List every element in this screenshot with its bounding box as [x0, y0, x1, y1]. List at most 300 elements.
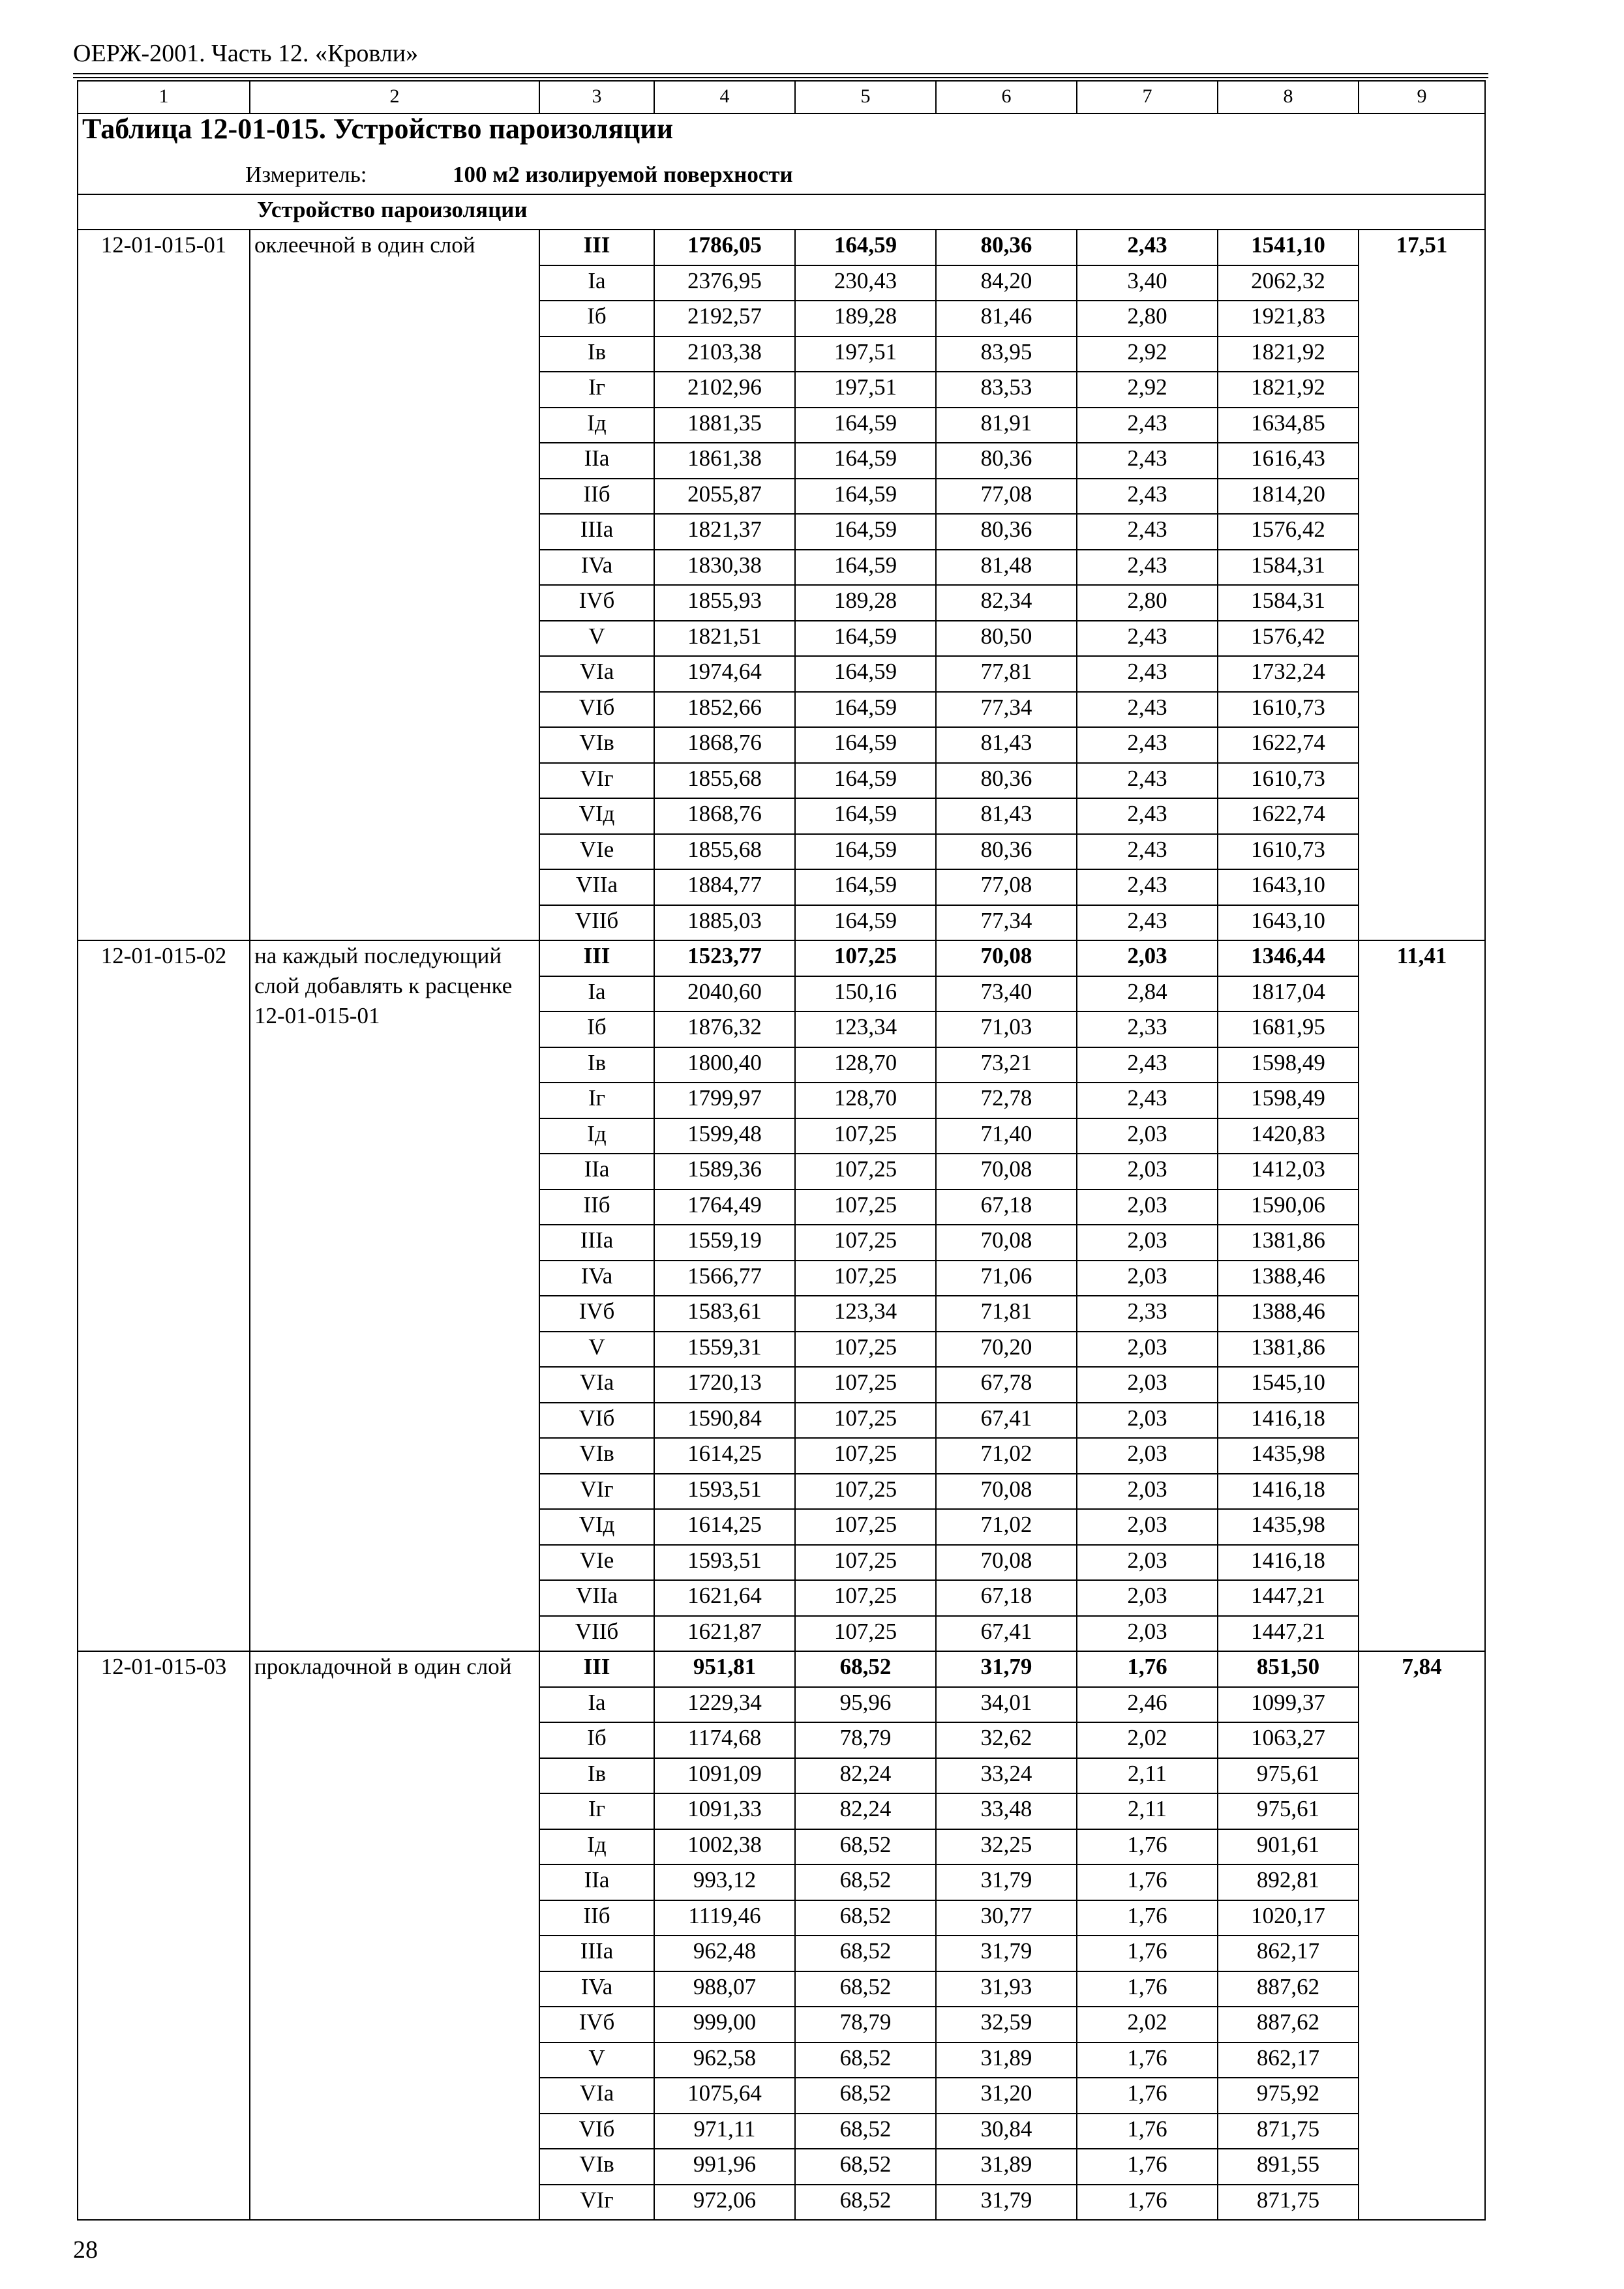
rate-description: оклеечной в один слой	[250, 230, 539, 940]
value-cell: 107,25	[795, 1438, 936, 1474]
value-cell: 1559,19	[654, 1225, 795, 1261]
value-cell: 1,76	[1077, 2185, 1218, 2221]
value-cell: 83,95	[936, 337, 1077, 372]
zone-cell: VIб	[539, 1403, 654, 1439]
value-cell: 68,52	[795, 2078, 936, 2114]
value-cell: 1681,95	[1218, 1011, 1359, 1047]
value-cell: 2,46	[1077, 1687, 1218, 1723]
value-cell: 1821,37	[654, 514, 795, 550]
value-cell: 1799,97	[654, 1083, 795, 1118]
zone-cell: IVa	[539, 1971, 654, 2007]
value-cell: 2,43	[1077, 408, 1218, 443]
value-cell: 2040,60	[654, 976, 795, 1012]
table-body	[78, 81, 1485, 2220]
column-number: 6	[936, 81, 1077, 113]
value-cell: 1590,84	[654, 1403, 795, 1439]
column-number: 8	[1218, 81, 1359, 113]
zone-cell: IVб	[539, 2007, 654, 2042]
zone-cell: VIг	[539, 1474, 654, 1510]
column-number: 5	[795, 81, 936, 113]
zone-cell: V	[539, 2042, 654, 2078]
value-cell: 2,43	[1077, 230, 1218, 265]
value-cell: 164,59	[795, 834, 936, 870]
value-cell: 107,25	[795, 1189, 936, 1225]
value-cell: 2055,87	[654, 479, 795, 515]
value-cell: 1817,04	[1218, 976, 1359, 1012]
value-cell: 1885,03	[654, 905, 795, 941]
zone-cell: VIe	[539, 1545, 654, 1581]
value-cell: 67,18	[936, 1580, 1077, 1616]
value-cell: 68,52	[795, 2042, 936, 2078]
value-cell: 1583,61	[654, 1296, 795, 1332]
value-cell: 123,34	[795, 1296, 936, 1332]
value-cell: 80,36	[936, 230, 1077, 265]
value-cell: 2,43	[1077, 692, 1218, 728]
value-cell: 1388,46	[1218, 1261, 1359, 1296]
page-number: 28	[73, 2236, 98, 2264]
zone-cell: IIIa	[539, 514, 654, 550]
value-cell: 1868,76	[654, 727, 795, 763]
value-cell: 33,24	[936, 1758, 1077, 1794]
value-cell: 2,03	[1077, 1509, 1218, 1545]
value-cell: 80,36	[936, 763, 1077, 799]
value-cell: 128,70	[795, 1047, 936, 1083]
rate-description: прокладочной в один слой	[250, 1651, 539, 2220]
value-cell: 2,03	[1077, 1261, 1218, 1296]
value-cell: 164,59	[795, 621, 936, 657]
labor-total: 11,41	[1359, 940, 1485, 1651]
value-cell: 77,34	[936, 692, 1077, 728]
value-cell: 197,51	[795, 372, 936, 408]
value-cell: 2,92	[1077, 372, 1218, 408]
zone-cell: VIв	[539, 1438, 654, 1474]
zone-cell: VIa	[539, 656, 654, 692]
measure-label: Измеритель:	[245, 162, 367, 187]
value-cell: 2,03	[1077, 1438, 1218, 1474]
zone-cell: VIe	[539, 834, 654, 870]
value-cell: 2,43	[1077, 550, 1218, 586]
value-cell: 1416,18	[1218, 1545, 1359, 1581]
value-cell: 71,06	[936, 1261, 1077, 1296]
value-cell: 67,41	[936, 1403, 1077, 1439]
value-cell: 1855,93	[654, 585, 795, 621]
value-cell: 1598,49	[1218, 1083, 1359, 1118]
value-cell: 31,93	[936, 1971, 1077, 2007]
value-cell: 71,03	[936, 1011, 1077, 1047]
value-cell: 107,25	[795, 1403, 936, 1439]
value-cell: 1,76	[1077, 2078, 1218, 2114]
zone-cell: III	[539, 230, 654, 265]
column-number-row	[78, 81, 1485, 113]
value-cell: 2,03	[1077, 1225, 1218, 1261]
zone-cell: VIIa	[539, 869, 654, 905]
labor-total: 7,84	[1359, 1651, 1485, 2220]
value-cell: 81,43	[936, 798, 1077, 834]
value-cell: 1800,40	[654, 1047, 795, 1083]
value-cell: 31,79	[936, 1864, 1077, 1900]
zone-cell: VIг	[539, 2185, 654, 2221]
value-cell: 150,16	[795, 976, 936, 1012]
value-cell: 1584,31	[1218, 585, 1359, 621]
zone-cell: IIa	[539, 1864, 654, 1900]
value-cell: 951,81	[654, 1651, 795, 1687]
value-cell: 851,50	[1218, 1651, 1359, 1687]
value-cell: 31,89	[936, 2042, 1077, 2078]
value-cell: 1610,73	[1218, 763, 1359, 799]
value-cell: 107,25	[795, 1580, 936, 1616]
zone-cell: IVa	[539, 550, 654, 586]
value-cell: 1381,86	[1218, 1225, 1359, 1261]
value-cell: 77,34	[936, 905, 1077, 941]
value-cell: 999,00	[654, 2007, 795, 2042]
value-cell: 862,17	[1218, 1936, 1359, 1971]
value-cell: 1099,37	[1218, 1687, 1359, 1723]
value-cell: 70,08	[936, 940, 1077, 976]
value-cell: 1091,09	[654, 1758, 795, 1794]
value-cell: 1614,25	[654, 1438, 795, 1474]
value-cell: 1876,32	[654, 1011, 795, 1047]
value-cell: 2,02	[1077, 1722, 1218, 1758]
zone-cell: IIIa	[539, 1936, 654, 1971]
zone-cell: VIб	[539, 2114, 654, 2149]
value-cell: 1621,64	[654, 1580, 795, 1616]
value-cell: 1174,68	[654, 1722, 795, 1758]
zone-cell: Ia	[539, 976, 654, 1012]
value-cell: 164,59	[795, 443, 936, 479]
value-cell: 189,28	[795, 301, 936, 337]
value-cell: 1589,36	[654, 1154, 795, 1189]
value-cell: 2,80	[1077, 585, 1218, 621]
value-cell: 1868,76	[654, 798, 795, 834]
column-number: 4	[654, 81, 795, 113]
value-cell: 71,02	[936, 1438, 1077, 1474]
value-cell: 2,43	[1077, 834, 1218, 870]
value-cell: 67,41	[936, 1616, 1077, 1652]
table-title-row	[78, 113, 1485, 160]
zone-cell: VIд	[539, 798, 654, 834]
value-cell: 2,80	[1077, 301, 1218, 337]
zone-cell: Ia	[539, 265, 654, 301]
value-cell: 78,79	[795, 1722, 936, 1758]
value-cell: 1381,86	[1218, 1332, 1359, 1368]
value-cell: 1,76	[1077, 1936, 1218, 1971]
value-cell: 1732,24	[1218, 656, 1359, 692]
value-cell: 972,06	[654, 2185, 795, 2221]
zone-cell: Iв	[539, 337, 654, 372]
value-cell: 1420,83	[1218, 1118, 1359, 1154]
value-cell: 3,40	[1077, 265, 1218, 301]
zone-cell: Iд	[539, 1829, 654, 1865]
value-cell: 1786,05	[654, 230, 795, 265]
value-cell: 197,51	[795, 337, 936, 372]
zone-cell: Iг	[539, 1793, 654, 1829]
value-cell: 1566,77	[654, 1261, 795, 1296]
value-cell: 1,76	[1077, 2042, 1218, 2078]
value-cell: 871,75	[1218, 2114, 1359, 2149]
value-cell: 1821,92	[1218, 372, 1359, 408]
value-cell: 107,25	[795, 1332, 936, 1368]
value-cell: 95,96	[795, 1687, 936, 1723]
value-cell: 68,52	[795, 1651, 936, 1687]
value-cell: 887,62	[1218, 1971, 1359, 2007]
value-cell: 2103,38	[654, 337, 795, 372]
value-cell: 107,25	[795, 1474, 936, 1510]
value-cell: 164,59	[795, 408, 936, 443]
value-cell: 1346,44	[1218, 940, 1359, 976]
zone-cell: IIб	[539, 1900, 654, 1936]
value-cell: 1593,51	[654, 1545, 795, 1581]
value-cell: 1584,31	[1218, 550, 1359, 586]
value-cell: 68,52	[795, 1900, 936, 1936]
value-cell: 892,81	[1218, 1864, 1359, 1900]
value-cell: 2,92	[1077, 337, 1218, 372]
zone-cell: VIд	[539, 1509, 654, 1545]
value-cell: 1,76	[1077, 1900, 1218, 1936]
rate-code: 12-01-015-03	[78, 1651, 250, 2220]
value-cell: 68,52	[795, 1864, 936, 1900]
value-cell: 164,59	[795, 479, 936, 515]
section-cell	[78, 194, 1485, 230]
zone-cell: Iг	[539, 372, 654, 408]
value-cell: 2062,32	[1218, 265, 1359, 301]
value-cell: 2,02	[1077, 2007, 1218, 2042]
value-cell: 993,12	[654, 1864, 795, 1900]
value-cell: 32,62	[936, 1722, 1077, 1758]
value-cell: 34,01	[936, 1687, 1077, 1723]
table-row	[78, 940, 1485, 976]
value-cell: 975,61	[1218, 1793, 1359, 1829]
value-cell: 2,03	[1077, 1367, 1218, 1403]
value-cell: 31,89	[936, 2149, 1077, 2185]
value-cell: 1616,43	[1218, 443, 1359, 479]
value-cell: 2,43	[1077, 798, 1218, 834]
value-cell: 70,08	[936, 1225, 1077, 1261]
value-cell: 2,43	[1077, 869, 1218, 905]
zone-cell: Iб	[539, 1722, 654, 1758]
value-cell: 73,21	[936, 1047, 1077, 1083]
value-cell: 128,70	[795, 1083, 936, 1118]
value-cell: 962,58	[654, 2042, 795, 2078]
value-cell: 77,81	[936, 656, 1077, 692]
value-cell: 189,28	[795, 585, 936, 621]
zone-cell: Ia	[539, 1687, 654, 1723]
value-cell: 1855,68	[654, 763, 795, 799]
value-cell: 1861,38	[654, 443, 795, 479]
value-cell: 107,25	[795, 1367, 936, 1403]
value-cell: 1,76	[1077, 2149, 1218, 2185]
table-title: Таблица 12-01-015. Устройство пароизоляции	[78, 113, 1485, 160]
zone-cell: Iб	[539, 301, 654, 337]
zone-cell: V	[539, 1332, 654, 1368]
value-cell: 2,43	[1077, 905, 1218, 941]
zone-cell: VIa	[539, 1367, 654, 1403]
value-cell: 891,55	[1218, 2149, 1359, 2185]
value-cell: 1416,18	[1218, 1474, 1359, 1510]
value-cell: 1447,21	[1218, 1580, 1359, 1616]
value-cell: 2,33	[1077, 1296, 1218, 1332]
value-cell: 33,48	[936, 1793, 1077, 1829]
value-cell: 77,08	[936, 479, 1077, 515]
value-cell: 2,03	[1077, 1616, 1218, 1652]
value-cell: 1814,20	[1218, 479, 1359, 515]
rate-code: 12-01-015-01	[78, 230, 250, 940]
value-cell: 31,79	[936, 1936, 1077, 1971]
value-cell: 1821,92	[1218, 337, 1359, 372]
value-cell: 1821,51	[654, 621, 795, 657]
value-cell: 1598,49	[1218, 1047, 1359, 1083]
column-number: 2	[250, 81, 539, 113]
value-cell: 80,36	[936, 514, 1077, 550]
value-cell: 1541,10	[1218, 230, 1359, 265]
value-cell: 68,52	[795, 1936, 936, 1971]
value-cell: 1830,38	[654, 550, 795, 586]
value-cell: 1881,35	[654, 408, 795, 443]
value-cell: 83,53	[936, 372, 1077, 408]
value-cell: 2,43	[1077, 1047, 1218, 1083]
value-cell: 107,25	[795, 940, 936, 976]
zone-cell: VIг	[539, 763, 654, 799]
value-cell: 2,03	[1077, 1189, 1218, 1225]
value-cell: 1091,33	[654, 1793, 795, 1829]
value-cell: 1388,46	[1218, 1296, 1359, 1332]
value-cell: 80,36	[936, 443, 1077, 479]
running-header: ОЕРЖ-2001. Часть 12. «Кровли»	[73, 40, 419, 67]
zone-cell: VIв	[539, 727, 654, 763]
zone-cell: IIIa	[539, 1225, 654, 1261]
value-cell: 73,40	[936, 976, 1077, 1012]
value-cell: 1559,31	[654, 1332, 795, 1368]
value-cell: 1590,06	[1218, 1189, 1359, 1225]
value-cell: 1,76	[1077, 1829, 1218, 1865]
value-cell: 1764,49	[654, 1189, 795, 1225]
value-cell: 2,11	[1077, 1793, 1218, 1829]
zone-cell: IIa	[539, 443, 654, 479]
value-cell: 68,52	[795, 1971, 936, 2007]
value-cell: 887,62	[1218, 2007, 1359, 2042]
value-cell: 82,24	[795, 1793, 936, 1829]
value-cell: 107,25	[795, 1225, 936, 1261]
value-cell: 107,25	[795, 1545, 936, 1581]
value-cell: 1974,64	[654, 656, 795, 692]
value-cell: 1576,42	[1218, 514, 1359, 550]
zone-cell: V	[539, 621, 654, 657]
value-cell: 82,34	[936, 585, 1077, 621]
zone-cell: Iд	[539, 1118, 654, 1154]
value-cell: 107,25	[795, 1261, 936, 1296]
value-cell: 2192,57	[654, 301, 795, 337]
value-cell: 1622,74	[1218, 798, 1359, 834]
value-cell: 71,02	[936, 1509, 1077, 1545]
value-cell: 1447,21	[1218, 1616, 1359, 1652]
value-cell: 164,59	[795, 869, 936, 905]
value-cell: 901,61	[1218, 1829, 1359, 1865]
value-cell: 2,43	[1077, 763, 1218, 799]
value-cell: 72,78	[936, 1083, 1077, 1118]
value-cell: 230,43	[795, 265, 936, 301]
column-number: 3	[539, 81, 654, 113]
value-cell: 1621,87	[654, 1616, 795, 1652]
value-cell: 81,46	[936, 301, 1077, 337]
value-cell: 164,59	[795, 656, 936, 692]
value-cell: 1523,77	[654, 940, 795, 976]
value-cell: 164,59	[795, 727, 936, 763]
value-cell: 1614,25	[654, 1509, 795, 1545]
value-cell: 2,03	[1077, 1545, 1218, 1581]
value-cell: 78,79	[795, 2007, 936, 2042]
value-cell: 1416,18	[1218, 1403, 1359, 1439]
value-cell: 2,03	[1077, 1580, 1218, 1616]
value-cell: 80,50	[936, 621, 1077, 657]
zone-cell: IVб	[539, 585, 654, 621]
column-number: 9	[1359, 81, 1485, 113]
value-cell: 1,76	[1077, 1864, 1218, 1900]
zone-cell: IIб	[539, 1189, 654, 1225]
value-cell: 123,34	[795, 1011, 936, 1047]
zone-cell: IIa	[539, 1154, 654, 1189]
value-cell: 862,17	[1218, 2042, 1359, 2078]
value-cell: 971,11	[654, 2114, 795, 2149]
value-cell: 2,43	[1077, 514, 1218, 550]
value-cell: 32,25	[936, 1829, 1077, 1865]
value-cell: 1412,03	[1218, 1154, 1359, 1189]
value-cell: 1921,83	[1218, 301, 1359, 337]
column-number: 7	[1077, 81, 1218, 113]
rate-description: на каждый последующий слой добавлять к расценке 12-01-015-01	[250, 940, 539, 1651]
value-cell: 32,59	[936, 2007, 1077, 2042]
zone-cell: IVa	[539, 1261, 654, 1296]
value-cell: 1063,27	[1218, 1722, 1359, 1758]
value-cell: 164,59	[795, 550, 936, 586]
value-cell: 71,40	[936, 1118, 1077, 1154]
value-cell: 81,48	[936, 550, 1077, 586]
value-cell: 1884,77	[654, 869, 795, 905]
value-cell: 31,20	[936, 2078, 1077, 2114]
value-cell: 991,96	[654, 2149, 795, 2185]
value-cell: 1002,38	[654, 1829, 795, 1865]
zone-cell: VIб	[539, 692, 654, 728]
value-cell: 70,20	[936, 1332, 1077, 1368]
value-cell: 1435,98	[1218, 1438, 1359, 1474]
zone-cell: IIб	[539, 479, 654, 515]
value-cell: 30,84	[936, 2114, 1077, 2149]
value-cell: 2,43	[1077, 443, 1218, 479]
value-cell: 1593,51	[654, 1474, 795, 1510]
zone-cell: VIIб	[539, 905, 654, 941]
measure-row	[78, 160, 1485, 194]
table-row	[78, 230, 1485, 265]
value-cell: 1720,13	[654, 1367, 795, 1403]
value-cell: 107,25	[795, 1616, 936, 1652]
value-cell: 1576,42	[1218, 621, 1359, 657]
header-rule	[73, 73, 1488, 74]
zone-cell: VIa	[539, 2078, 654, 2114]
value-cell: 82,24	[795, 1758, 936, 1794]
value-cell: 107,25	[795, 1509, 936, 1545]
value-cell: 988,07	[654, 1971, 795, 2007]
value-cell: 70,08	[936, 1154, 1077, 1189]
value-cell: 975,61	[1218, 1758, 1359, 1794]
zone-cell: Iд	[539, 408, 654, 443]
zone-cell: VIв	[539, 2149, 654, 2185]
measure-cell	[78, 160, 1485, 194]
value-cell: 2,03	[1077, 1474, 1218, 1510]
value-cell: 80,36	[936, 834, 1077, 870]
value-cell: 70,08	[936, 1474, 1077, 1510]
value-cell: 1634,85	[1218, 408, 1359, 443]
value-cell: 2,03	[1077, 1403, 1218, 1439]
value-cell: 1119,46	[654, 1900, 795, 1936]
zone-cell: Iв	[539, 1047, 654, 1083]
